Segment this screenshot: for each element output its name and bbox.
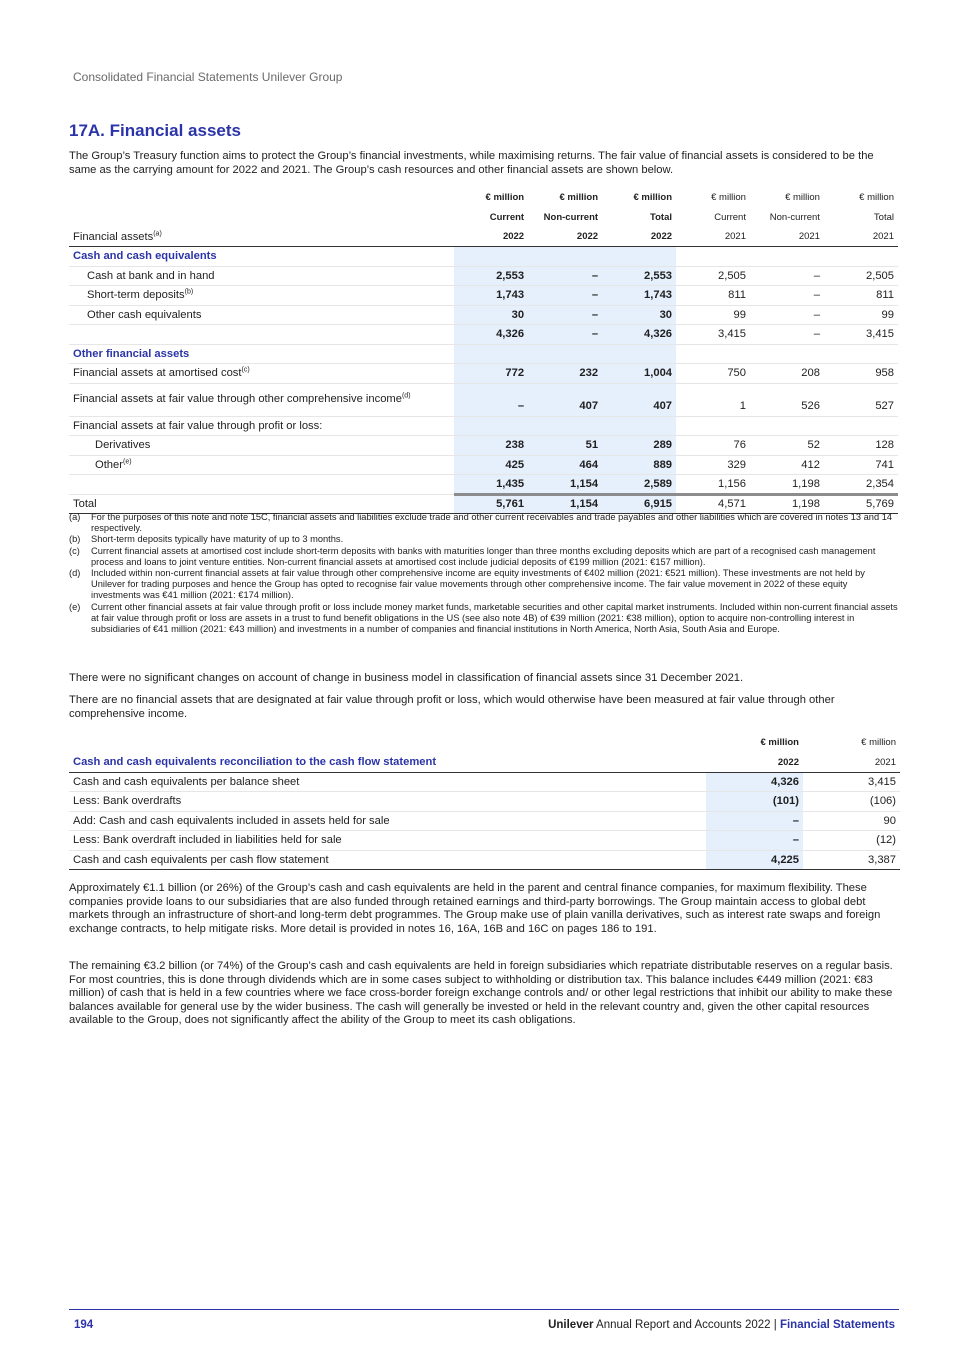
footnote-text: Current other financial assets at fair value through profit or loss include money market funds, marketable securities and other capital market instruments. Included within non-current financial assets at fair value through profit or loss are assets in a trust to fund benefit obligations in the US (see also note 4B) of €39 million (2021: €38 million), option to acquire non-controlling interest in subsidiaries of €41 million (2021: €43 million) and investments in a number of companies and financial institutions in North America, North Asia, South Asia and Europe. (91, 601, 898, 635)
col-type: Non-current (543, 211, 599, 223)
cell: 464 (528, 455, 602, 475)
table-row (69, 416, 898, 436)
footnote-text: Short-term deposits typically have maturity of up to 3 months. (91, 534, 344, 545)
cell: 30 (454, 305, 528, 325)
section-heading: Cash and cash equivalents (69, 247, 454, 267)
col-type: Current (714, 211, 746, 223)
row-label-header-text: Financial assets (73, 230, 154, 243)
footnote (69, 602, 899, 636)
cell: 526 (750, 383, 824, 416)
col-unit: € million (485, 192, 525, 204)
col-unit: € million (859, 192, 894, 204)
table-row (69, 831, 900, 851)
col-unit: € million (861, 737, 896, 749)
cell: 1,154 (528, 475, 602, 495)
section-heading: Other financial assets (69, 344, 454, 364)
table-row (69, 383, 898, 416)
col-year: 2022 (602, 227, 676, 247)
footnote-key: (d) (69, 568, 81, 579)
cell: 238 (454, 436, 528, 456)
row-label: Cash and cash equivalents per cash flow statement (69, 850, 706, 870)
footnote-text: Current financial assets at amortised cost include short-term deposits with banks with maturities longer than three months excluding deposits which are part of a recognised cash management process and loans to joint venture entities. Non-current financial assets at amortised cost include judicial deposits of €199 million (2021: €157 million). (91, 545, 876, 567)
cell: 99 (824, 305, 898, 325)
footnote-ref: (d) (401, 392, 411, 400)
cell: – (528, 305, 602, 325)
cell: 232 (528, 364, 602, 384)
cell: 1,004 (602, 364, 676, 384)
footnote-ref: (c) (241, 366, 250, 374)
footnote-text: For the purposes of this note and note 15C, financial assets and liabilities exclude trade and other current receivables and trade payables and other liabilities which are covered in notes 13 and 14 respectively. (91, 512, 893, 534)
footnote-key: (b) (69, 534, 81, 545)
col-year: 2022 (706, 753, 803, 773)
cell: 1,156 (676, 475, 750, 495)
cell: 1 (676, 383, 750, 416)
table-row (69, 286, 898, 306)
cell: 329 (676, 455, 750, 475)
reconciliation-table (69, 733, 900, 870)
total-row (69, 850, 900, 870)
cell: 30 (602, 305, 676, 325)
cell: 76 (676, 436, 750, 456)
footnotes (69, 512, 899, 635)
table-row (69, 436, 898, 456)
subtotal-row-cash (69, 325, 898, 345)
cell: – (750, 325, 824, 345)
footnote (69, 534, 899, 545)
cell: 527 (824, 383, 898, 416)
section-title: 17A. Financial assets (69, 121, 241, 140)
footnote (69, 568, 899, 602)
page-header: Consolidated Financial Statements Unilever Group (73, 70, 343, 84)
cell: 52 (750, 436, 824, 456)
cell: – (528, 286, 602, 306)
footnote-key: (c) (69, 545, 80, 556)
cell: 3,415 (803, 772, 900, 792)
cell: 3,415 (824, 325, 898, 345)
footer-brand: Unilever (548, 1319, 594, 1331)
cell: 3,415 (676, 325, 750, 345)
cell: 811 (824, 286, 898, 306)
col-type: Total (650, 211, 673, 223)
row-label: Total (69, 494, 454, 514)
col-type: Total (873, 211, 894, 223)
cell: – (750, 266, 824, 286)
footnote-key: (e) (69, 601, 81, 612)
cell: 51 (528, 436, 602, 456)
cell: 5,761 (454, 494, 528, 514)
header-row-type (69, 208, 898, 228)
financial-assets-table (69, 188, 898, 514)
row-label: Financial assets at amortised cost$^{(c)}$ (69, 364, 454, 384)
footer-report: Annual Report and Accounts 2022 | (593, 1319, 780, 1331)
cell: 2,505 (676, 266, 750, 286)
cell: – (706, 831, 803, 851)
cell: 889 (602, 455, 676, 475)
col-unit: € million (711, 192, 746, 204)
cell: – (706, 811, 803, 831)
cell: 4,326 (706, 772, 803, 792)
footnote-text: Included within non-current financial assets at fair value through other comprehensive income are equity investments of €402 million (2021: €521 million). These investments are not held by Unilever for trading purposes and hence the Group has opted to recognise fair value movements through other comprehensive income. The fair value movement in 2022 of these equity investments was €41 million (2021: €174 million). (91, 568, 865, 601)
cell: 772 (454, 364, 528, 384)
col-year: 2021 (750, 227, 824, 247)
row-label: Less: Bank overdraft included in liabilities held for sale (69, 831, 706, 851)
footnote-ref: (e) (122, 458, 132, 466)
col-year: 2021 (676, 227, 750, 247)
cell: 407 (528, 383, 602, 416)
cell: – (528, 266, 602, 286)
row-label: Financial assets at fair value through profit or loss: (69, 416, 454, 436)
paragraph-remaining: The remaining €3.2 billion (or 74%) of the Group’s cash and cash equivalents are held in foreign subsidiaries which repatriate distributable reserves on a regular basis. For most countries, this is done through dividends which are in some cases subject to withholding or distribution tax. This balance includes €449 million (2021: €83 million) of cash that is held in a few countries where we face cross-border foreign exchange controls and/ or other legal restrictions that inhibit our ability to make these balances available for general use by the wider business. The cash will generally be invested or held in the relevant country and, given the other capital resources available to the Group, does not significantly affect the ability of the Group to meet its cash obligations. (69, 960, 893, 1026)
cell: 1,198 (750, 475, 824, 495)
row-label: Less: Bank overdrafts (69, 792, 706, 812)
col-year: 2022 (528, 227, 602, 247)
col-unit: € million (760, 737, 799, 749)
row-label: Cash at bank and in hand (69, 266, 454, 286)
cell: 4,571 (676, 494, 750, 514)
paragraph-no-changes: There were no significant changes on account of change in business model in classification of financial assets since 31 December 2021. (69, 672, 744, 684)
cell: – (750, 305, 824, 325)
footnote-key: (a) (69, 512, 81, 522)
cell: 741 (824, 455, 898, 475)
subtotal-row-other (69, 475, 898, 495)
row-label: Cash and cash equivalents per balance sheet (69, 772, 706, 792)
table-row (69, 792, 900, 812)
cell: 4,326 (454, 325, 528, 345)
cell: 4,326 (602, 325, 676, 345)
cell: 2,553 (454, 266, 528, 286)
section-intro: The Group’s Treasury function aims to protect the Group’s financial investments, while maximising returns. The fair value of financial assets is considered to be the same as the carrying amount for 2022 and 2021. The Group’s cash resources and other financial assets are shown below. (69, 150, 874, 176)
footnote-ref: (a) (153, 229, 162, 237)
footnote (69, 512, 899, 534)
cell: 2,505 (824, 266, 898, 286)
cell: – (528, 325, 602, 345)
reconciliation-title: Cash and cash equivalents reconciliation to the cash flow statement (69, 753, 706, 773)
row-label: Short-term deposits$^{(b)}$ (69, 286, 454, 306)
header-row-year (69, 227, 898, 247)
table-row (69, 266, 898, 286)
col-type: Non-current (769, 211, 820, 223)
cell: 958 (824, 364, 898, 384)
header-row-unit (69, 188, 898, 208)
col-year: 2021 (803, 753, 900, 773)
cell: – (750, 286, 824, 306)
cell: 1,154 (528, 494, 602, 514)
col-year: 2021 (824, 227, 898, 247)
cell: (101) (706, 792, 803, 812)
cell: 128 (824, 436, 898, 456)
footer-divider (69, 1309, 899, 1310)
row-label: Derivatives (69, 436, 454, 456)
cell: 4,225 (706, 850, 803, 870)
total-row (69, 494, 898, 514)
cell: 425 (454, 455, 528, 475)
page-number: 194 (74, 1319, 94, 1331)
cell: 5,769 (824, 494, 898, 514)
section-row-cash (69, 247, 898, 267)
row-label: Financial assets at fair value through other comprehensive income$^{(d)}$ (69, 383, 454, 416)
cell: 2,553 (602, 266, 676, 286)
row-label: Other$^{(e)}$ (69, 455, 454, 475)
cell: 6,915 (602, 494, 676, 514)
header-row-year (69, 753, 900, 773)
cell: 412 (750, 455, 824, 475)
col-unit: € million (559, 192, 599, 204)
cell: 1,743 (454, 286, 528, 306)
cell: 208 (750, 364, 824, 384)
cell: 811 (676, 286, 750, 306)
footer-title (548, 1319, 895, 1331)
col-year: 2022 (454, 227, 528, 247)
footnote-ref: (b) (184, 288, 194, 296)
table-row (69, 772, 900, 792)
cell: 750 (676, 364, 750, 384)
cell: 407 (602, 383, 676, 416)
col-type: Current (489, 211, 525, 223)
row-label-header (69, 227, 454, 247)
table-row (69, 305, 898, 325)
table-row (69, 364, 898, 384)
paragraph-no-designated: There are no financial assets that are designated at fair value through profit or loss, which would otherwise have been measured at fair value through other comprehensive income. (69, 694, 835, 720)
cell: 2,354 (824, 475, 898, 495)
cell: 1,743 (602, 286, 676, 306)
paragraph-approx: Approximately €1.1 billion (or 26%) of the Group’s cash and cash equivalents are held in the parent and central finance companies, for maximum flexibility. These companies provide loans to our subsidiaries that are also funded through retained earnings and third-party borrowings. The Group maintain access to global debt markets through an infrastructure of short-and long-term debt programmes. The Group make use of plain vanilla derivatives, such as interest rate swaps and foreign exchange contracts, to help mitigate risks. More detail is provided in notes 16, 16A, 16B and 16C on pages 186 to 191. (69, 882, 881, 935)
cell: 289 (602, 436, 676, 456)
table-row (69, 811, 900, 831)
footer-section-link[interactable]: Financial Statements (779, 1319, 895, 1331)
cell: – (454, 383, 528, 416)
footnote (69, 546, 899, 568)
table-row (69, 455, 898, 475)
cell: (106) (803, 792, 900, 812)
cell: 1,435 (454, 475, 528, 495)
cell: 3,387 (803, 850, 900, 870)
col-unit: € million (633, 192, 673, 204)
col-unit: € million (785, 192, 820, 204)
header-row-unit (69, 733, 900, 753)
cell: 1,198 (750, 494, 824, 514)
section-row-other (69, 344, 898, 364)
cell: 2,589 (602, 475, 676, 495)
cell: 99 (676, 305, 750, 325)
cell: (12) (803, 831, 900, 851)
cell: 90 (803, 811, 900, 831)
row-label: Other cash equivalents (69, 305, 454, 325)
row-label: Add: Cash and cash equivalents included in assets held for sale (69, 811, 706, 831)
